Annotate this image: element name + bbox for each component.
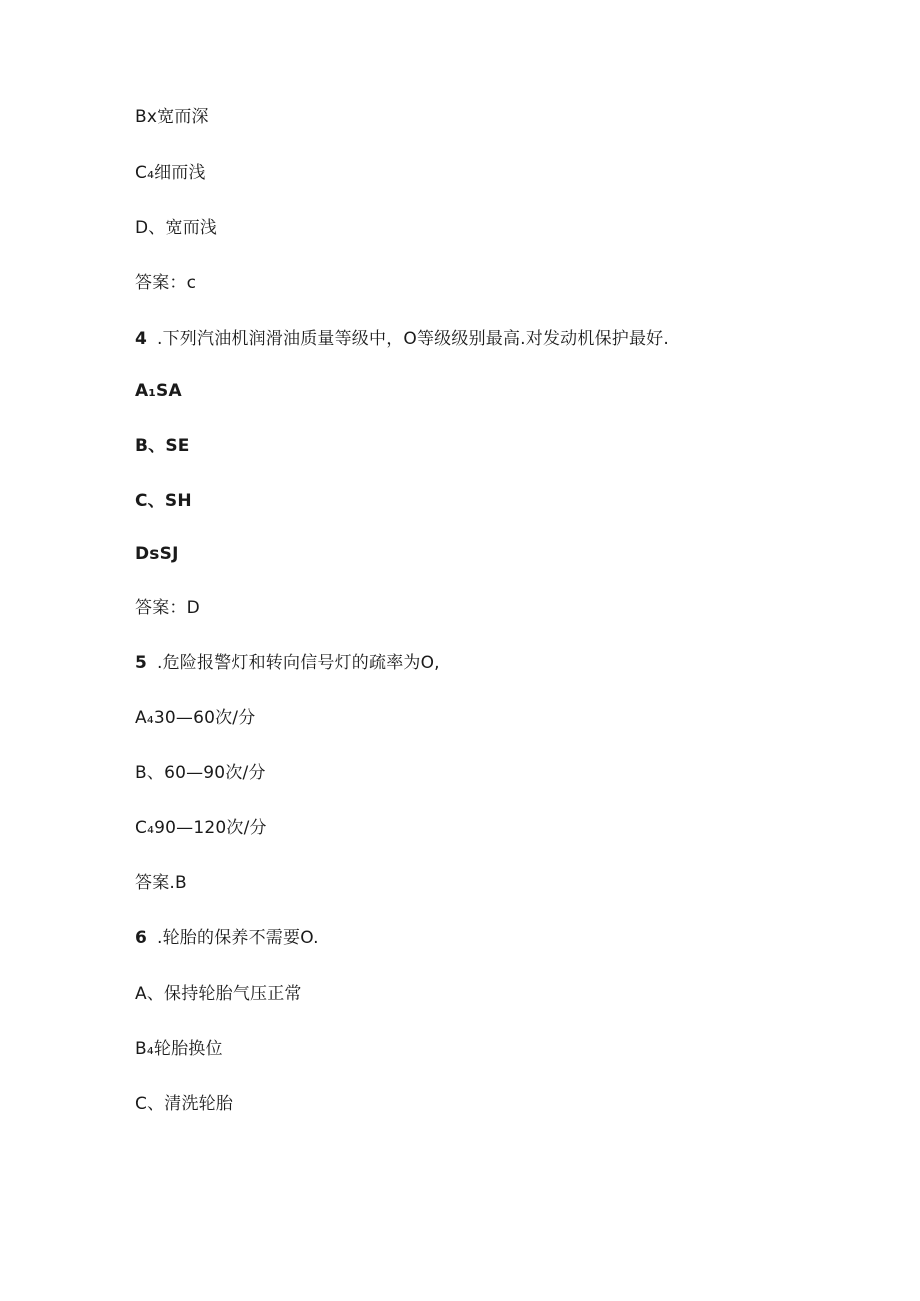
question-6 [135, 927, 319, 949]
question-6-number: 6 [135, 928, 148, 948]
option-b-q5-text: B、60—90次/分 [135, 763, 266, 783]
option-a-q4-text: A₁SA [135, 381, 182, 401]
option-d-q4 [135, 543, 179, 565]
option-d-q4-text: DsSJ [135, 544, 179, 564]
option-c-q3 [135, 162, 206, 184]
option-c-q6 [135, 1093, 233, 1115]
answer-q4 [135, 597, 200, 619]
option-c-q4 [135, 490, 192, 512]
option-a-q6-text: A、保持轮胎气压正常 [135, 984, 302, 1004]
option-d-q3 [135, 217, 217, 239]
question-4-text: .下列汽油机润滑油质量等级中，O等级级别最高.对发动机保护最好. [157, 329, 669, 349]
answer-q5 [135, 872, 187, 894]
option-a-q5-text: A₄30—60次/分 [135, 708, 256, 728]
option-a-q5 [135, 707, 255, 729]
option-c-q6-text: C、清洗轮胎 [135, 1094, 234, 1114]
option-c-q3-text: C₄细而浅 [135, 163, 206, 183]
option-c-q5-text: C₄90—120次/分 [135, 818, 267, 838]
answer-q3 [135, 272, 196, 294]
option-b-q4 [135, 435, 190, 457]
option-d-q3-text: D、宽而浅 [135, 218, 218, 238]
question-5-text: .危险报警灯和转向信号灯的疏率为O, [157, 653, 440, 673]
option-b-q6-text: B₄轮胎换位 [135, 1039, 223, 1059]
option-b-q3 [135, 106, 209, 128]
question-5 [135, 652, 440, 674]
question-5-number: 5 [135, 653, 148, 673]
question-6-text: .轮胎的保养不需要O. [157, 928, 319, 948]
option-b-q3-text: Bx宽而深 [135, 107, 209, 127]
answer-q4-text: 答案：D [135, 598, 200, 618]
option-c-q4-text: C、SH [135, 491, 192, 511]
answer-q3-text: 答案：c [135, 273, 197, 293]
answer-q5-text: 答案.B [135, 873, 187, 893]
question-4-number: 4 [135, 329, 148, 349]
question-4 [135, 328, 669, 350]
option-b-q6 [135, 1038, 223, 1060]
option-a-q6 [135, 983, 302, 1005]
option-b-q5 [135, 762, 266, 784]
option-a-q4 [135, 380, 182, 402]
option-c-q5 [135, 817, 267, 839]
option-b-q4-text: B、SE [135, 436, 190, 456]
